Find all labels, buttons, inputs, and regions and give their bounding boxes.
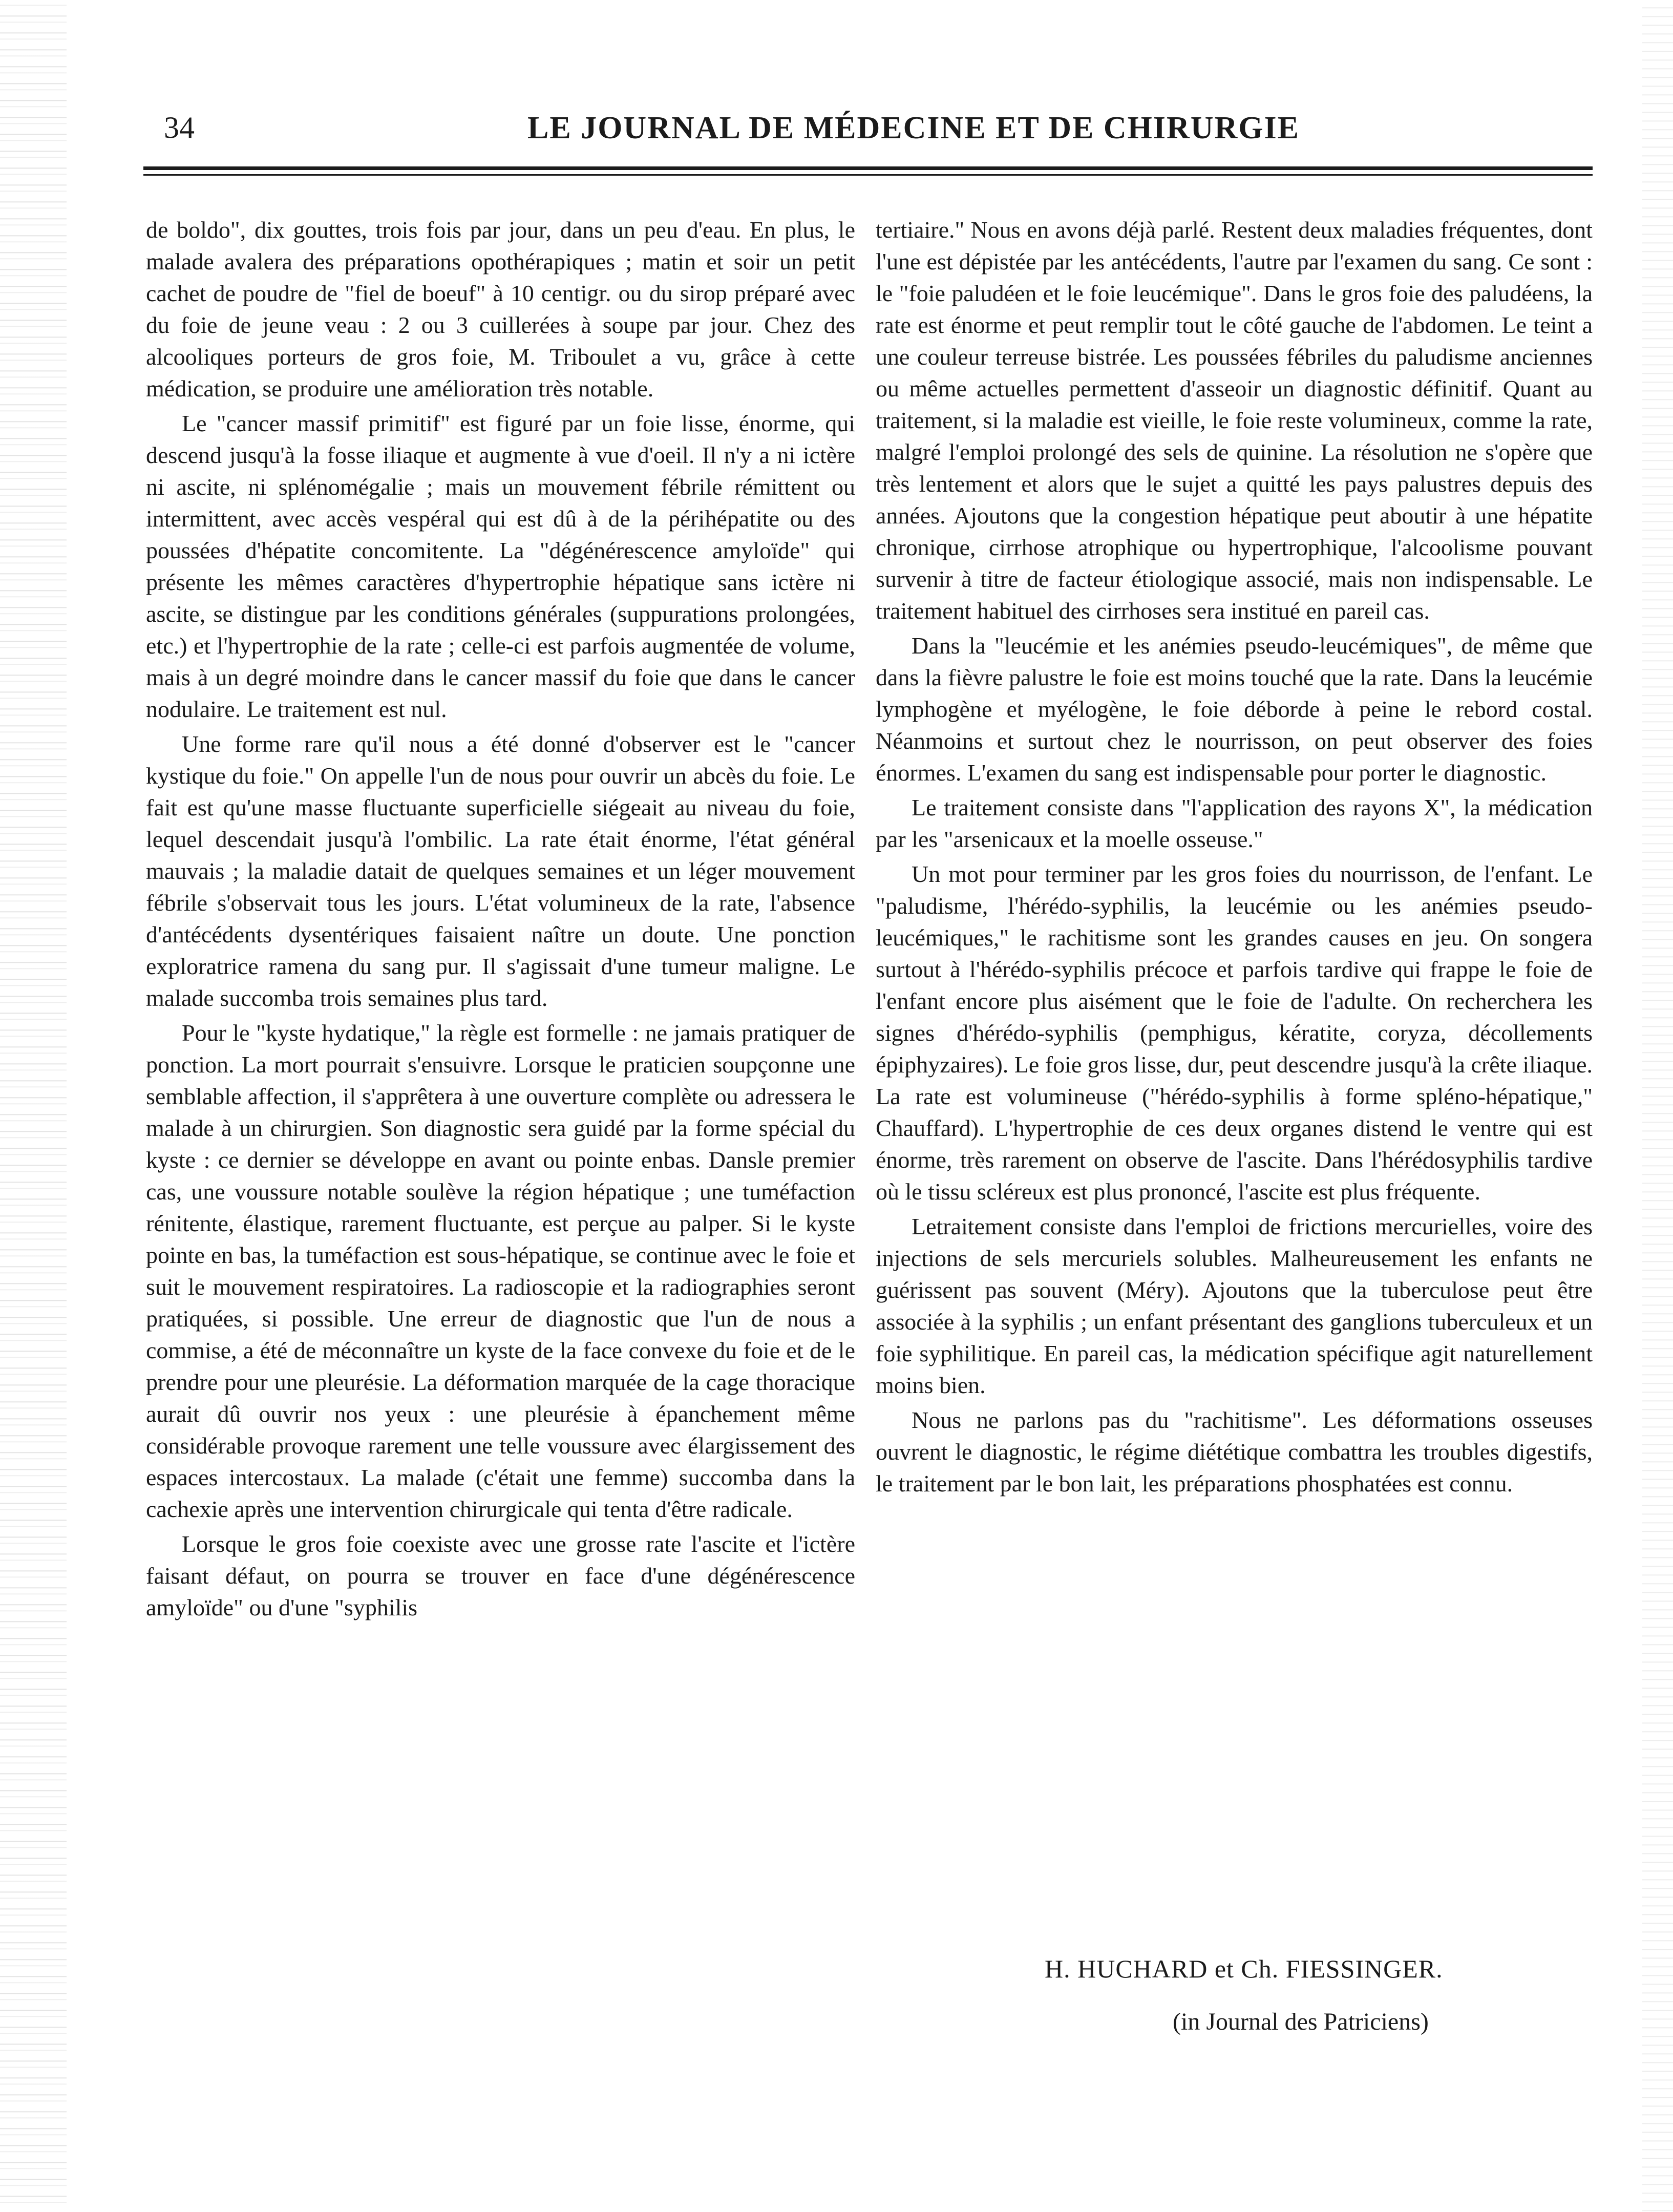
source-citation: (in Journal des Patriciens) — [1173, 2008, 1429, 2035]
header-rule-thick — [143, 166, 1593, 170]
page-header — [164, 110, 1593, 156]
paragraph: Une forme rare qu'il nous a été donné d'observer est le "cancer kystique du foie." On appelle l'un de nous pour ouvrir un abcès du foie. Le fait est qu'une masse fluctuante superficielle siégeait au niveau du foie, lequel descendait jusqu'à l'ombilic. La rate était énorme, l'état général mauvais ; la maladie datait de quelques semaines et un léger mouvement fébrile s'observait tous les jours. L'état volumineux de la rate, l'absence d'antécédents dysentériques faisaient naître un doute. Une ponction exploratrice ramena du sang pur. Il s'agissait d'une tumeur maligne. Le malade succomba trois semaines plus tard. — [146, 731, 855, 1011]
paragraph: Letraitement consiste dans l'emploi de frictions mercurielles, voire des injections de sels mercuriels solubles. Malheureusement les enfants ne guérissent pas souvent (Méry). Ajoutons que la tuberculose peut être associée à la syphilis ; un enfant présentant des ganglions tuberculeux et un foie syphilitique. En pareil cas, la médication spécifique agit naturellement moins bien. — [876, 1213, 1593, 1398]
journal-title: LE JOURNAL DE MÉDECINE ET DE CHIRURGIE — [527, 111, 1300, 145]
paragraph: Dans la "leucémie et les anémies pseudo-leucémiques", de même que dans la fièvre palustre le foie est moins touché que la rate. Dans la leucémie lymphogène et myélogène, le foie déborde à peine le rebord costal. Néanmoins et surtout chez le nourrisson, on peut observer des foies énormes. L'examen du sang est indispensable pour porter le diagnostic. — [876, 633, 1593, 786]
author-signature: H. HUCHARD et Ch. FIESSINGER. — [1045, 1954, 1443, 1983]
scan-edge-right — [1642, 0, 1673, 2212]
paragraph: Le traitement consiste dans "l'application des rayons X", la médication par les "arsenicaux et la moelle osseuse." — [876, 794, 1593, 852]
paragraph: Le "cancer massif primitif" est figuré par un foie lisse, énorme, qui descend jusqu'à la fosse iliaque et augmente à vue d'oeil. Il n'y a ni ictère ni ascite, ni splénomégalie ; mais un mouvement fébrile rémittent ou intermittent, avec accès vespéral qui est dû à de la périhépatite ou des poussées d'hépatite concomitente. La "dégénérescence amyloïde" qui présente les mêmes caractères d'hypertrophie hépatique sans ictère ni ascite, se distingue par les conditions générales (suppurations prolongées, etc.) et l'hypertrophie de la rate ; celle-ci est parfois augmentée de volume, mais à un degré moindre dans le cancer massif du foie que dans le cancer nodulaire. Le traitement est nul. — [146, 410, 855, 722]
right-column — [876, 214, 1593, 1503]
paragraph: Lorsque le gros foie coexiste avec une grosse rate l'ascite et l'ictère faisant défaut, on pourra se trouver en face d'une dégénérescence amyloïde" ou d'une "syphilis — [146, 1531, 855, 1620]
paragraph: Nous ne parlons pas du "rachitisme". Les déformations osseuses ouvrent le diagnostic, le régime diététique combattra les troubles digestifs, le traitement par le bon lait, les préparations phosphatées est connu. — [876, 1407, 1593, 1497]
header-rule-thin — [143, 174, 1593, 176]
paragraph: de boldo", dix gouttes, trois fois par jour, dans un peu d'eau. En plus, le malade avalera des préparations opothérapiques ; matin et soir un petit cachet de poudre de "fiel de boeuf" à 10 centigr. ou du sirop préparé avec du foie de jeune veau : 2 ou 3 cuillerées à soupe par jour. Chez des alcooliques porteurs de gros foie, M. Triboulet a vu, grâce à cette médication, se produire une amélioration très notable. — [146, 217, 855, 402]
left-column — [146, 214, 855, 1627]
paragraph: Un mot pour terminer par les gros foies du nourrisson, de l'enfant. Le "paludisme, l'hérédo-syphilis, la leucémie ou les anémies pseudo-leucémiques," le rachitisme sont les grandes causes en jeu. On songera surtout à l'hérédo-syphilis précoce et parfois tardive qui frappe le foie de l'enfant encore plus aisément que le foie de l'adulte. On recherchera les signes d'hérédo-syphilis (pemphigus, kératite, coryza, décollements épiphyzaires). Le foie gros lisse, dur, peut descendre jusqu'à la crête iliaque. La rate est volumineuse ("hérédo-syphilis à forme spléno-hépatique," Chauffard). L'hypertrophie de ces deux organes distend le ventre qui est énorme, très rarement on observe de l'ascite. Dans l'hérédosyphilis tardive où le tissu scléreux est plus prononcé, l'ascite est plus fréquente. — [876, 861, 1593, 1205]
paragraph: Pour le "kyste hydatique," la règle est formelle : ne jamais pratiquer de ponction. La mort pourrait s'ensuivre. Lorsque le praticien soupçonne une semblable affection, il s'apprêtera à une ouverture complète ou adressera le malade à un chirurgien. Son diagnostic sera guidé par la forme spécial du kyste : ce dernier se développe en avant ou pointe enbas. Dansle premier cas, une voussure notable soulève la région hépatique ; une tuméfaction rénitente, élastique, rarement fluctuante, est perçue au palper. Si le kyste pointe en bas, la tuméfaction est sous-hépatique, se continue avec le foie et suit le mouvement respiratoires. La radioscopie et la radiographies seront pratiquées, si possible. Une erreur de diagnostic que l'un de nous a commise, a été de méconnaître un kyste de la face convexe du foie et de le prendre pour une pleurésie. La déformation marquée de la cage thoracique aurait dû ouvrir nos yeux : une pleurésie à épanchement même considérable provoque rarement une telle voussure avec élargissement des espaces intercostaux. La malade (c'était une femme) succomba dans la cachexie après une intervention chirurgicale qui tenta d'être radicale. — [146, 1020, 855, 1522]
scan-edge-left — [0, 0, 67, 2212]
page-number: 34 — [164, 111, 195, 144]
paragraph: tertiaire." Nous en avons déjà parlé. Restent deux maladies fréquentes, dont l'une est dépistée par les antécédents, l'autre par l'examen du sang. Ce sont : le "foie paludéen et le foie leucémique". Dans le gros foie des paludéens, la rate est énorme et peut remplir tout le côté gauche de l'abdomen. Le teint a une couleur terreuse bistrée. Les poussées fébriles du paludisme anciennes ou même actuelles permettent d'asseoir un diagnostic définitif. Quant au traitement, si la maladie est vieille, le foie reste volumineux, comme la rate, malgré l'emploi prolongé des sels de quinine. La résolution ne s'opère que très lentement et alors que le sujet a quitté les pays palustres depuis des années. Ajoutons que la congestion hépatique peut aboutir à une hépatite chronique, cirrhose atrophique ou hypertrophique, l'alcoolisme pouvant survenir à titre de facteur étiologique associé, mais non indispensable. Le traitement habituel des cirrhoses sera institué en pareil cas. — [876, 217, 1593, 624]
